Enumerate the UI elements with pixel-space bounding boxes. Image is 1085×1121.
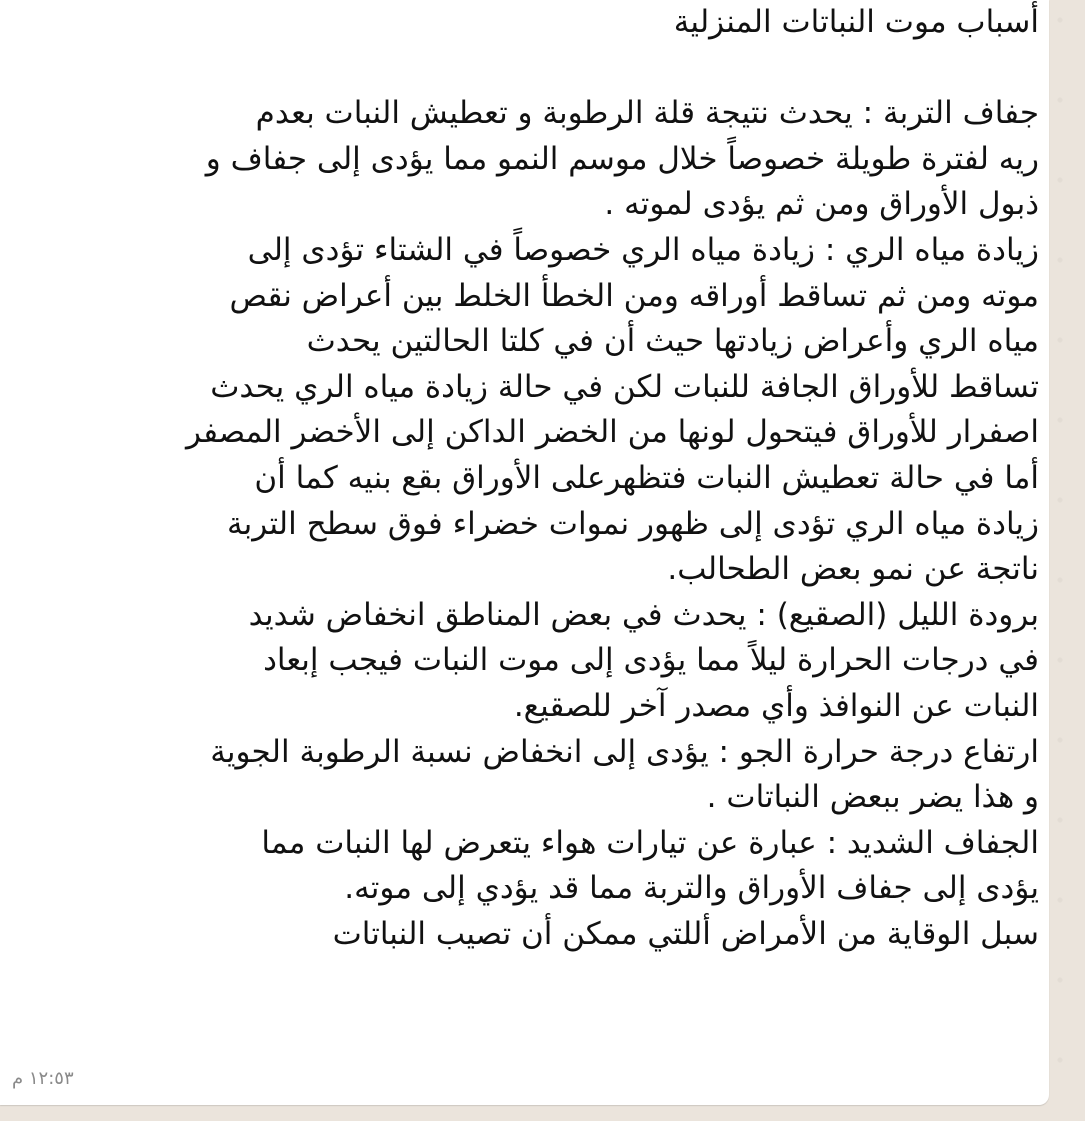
message-line: تساقط للأوراق الجافة للنبات لكن في حالة زيادة مياه الري يحدث <box>210 368 1039 405</box>
message-line: سبل الوقاية من الأمراض أللتي ممكن أن تصيب النباتات <box>332 915 1039 952</box>
message-line: زيادة مياه الري تؤدى إلى ظهور نموات خضراء فوق سطح التربة <box>226 505 1039 542</box>
message-line: برودة الليل (الصقيع) : يحدث في بعض المناطق انخفاض شديد <box>248 596 1039 633</box>
message-line: ذبول الأوراق ومن ثم يؤدى لموته . <box>604 186 1039 223</box>
message-line: النبات عن النوافذ وأي مصدر آخر للصقيع. <box>513 687 1039 724</box>
message-line: في درجات الحرارة ليلاً مما يؤدى إلى موت النبات فيجب إبعاد <box>263 642 1039 679</box>
message-line: ناتجة عن نمو بعض الطحالب. <box>667 551 1039 588</box>
message-line: مياه الري وأعراض زيادتها حيث أن في كلتا الحالتين يحدث <box>306 323 1039 360</box>
message-line: أما في حالة تعطيش النبات فتظهرعلى الأوراق بقع بنيه كما أن <box>254 459 1039 496</box>
message-line: الجفاف الشديد : عبارة عن تيارات هواء يتعرض لها النبات مما <box>261 824 1039 861</box>
message-line: ارتفاع درجة حرارة الجو : يؤدى إلى انخفاض نسبة الرطوبة الجوية <box>210 733 1039 770</box>
message-line-title: أسباب موت النباتات المنزلية <box>673 4 1039 40</box>
message-line: جفاف التربة : يحدث نتيجة قلة الرطوبة و تعطيش النبات بعدم <box>255 95 1039 132</box>
message-line: اصفرار للأوراق فيتحول لونها من الخضر الداكن إلى الأخضر المصفر <box>186 414 1039 451</box>
message-line: ريه لفترة طويلة خصوصاً خلال موسم النمو مما يؤدى إلى جفاف و <box>205 140 1039 177</box>
message-line: موته ومن ثم تساقط أوراقه ومن الخطأ الخلط بين أعراض نقص <box>229 277 1039 314</box>
message-line-blank <box>0 46 1039 92</box>
chat-background-strip <box>1049 0 1085 1121</box>
message-line: يؤدى إلى جفاف الأوراق والتربة مما قد يؤدي إلى موته. <box>344 870 1039 907</box>
message-line: و هذا يضر ببعض النباتات . <box>706 779 1039 816</box>
message-line: زيادة مياه الري : زيادة مياه الري خصوصاً في الشتاء تؤدى إلى <box>247 231 1039 268</box>
message-timestamp: ١٢:٥٣ م <box>12 1068 74 1089</box>
